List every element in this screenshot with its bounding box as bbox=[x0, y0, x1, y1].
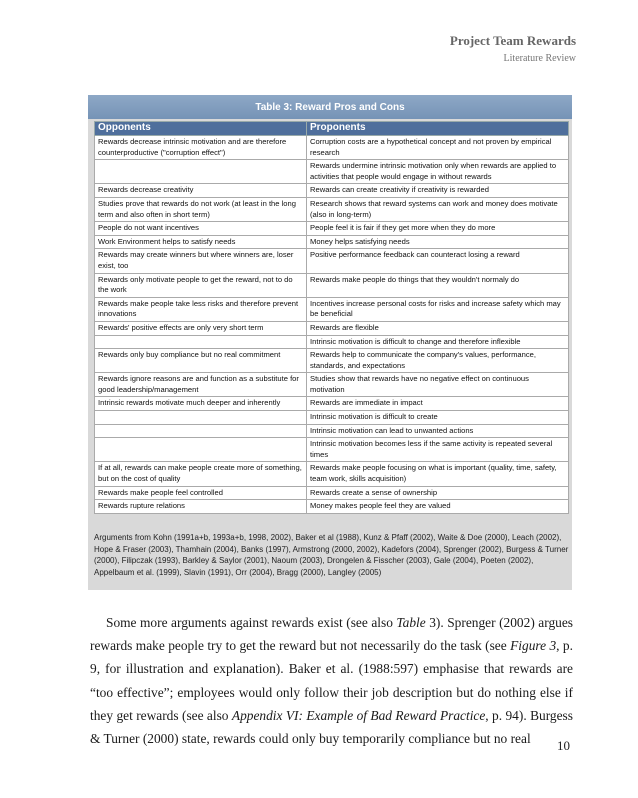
header-title: Project Team Rewards bbox=[449, 33, 576, 48]
body-text-segment: 3). Sprenger (2002) argues rewards make people try to get the reward but not necessarily do the task (see bbox=[90, 615, 573, 654]
proponent-cell: Rewards undermine intrinsic motivation only when rewards are applied to activities that people would engage in without rewards bbox=[307, 160, 569, 184]
proponent-cell: Incentives increase personal costs for risks and increase safety which may be beneficial bbox=[307, 297, 569, 321]
proponent-cell: Intrinsic motivation becomes less if the same activity is repeated several times bbox=[307, 438, 569, 462]
table-row bbox=[95, 249, 569, 273]
table-row bbox=[95, 335, 569, 349]
proponent-cell: Money makes people feel they are valued bbox=[307, 500, 569, 514]
appendix-reference: Appendix VI: Example of Bad Reward Practice bbox=[231, 707, 486, 723]
column-header-opponents: Opponents bbox=[95, 122, 307, 136]
opponent-cell: Rewards make people take less risks and therefore prevent innovations bbox=[95, 297, 307, 321]
opponent-cell: Rewards only buy compliance but no real commitment bbox=[95, 349, 307, 373]
proponent-cell: People feel it is fair if they get more when they do more bbox=[307, 222, 569, 236]
reward-table-figure bbox=[88, 95, 572, 590]
opponent-cell bbox=[95, 160, 307, 184]
table-sources-note: Arguments from Kohn (1991a+b, 1993a+b, 1998, 2002), Baker et al (1988), Kunz & Pfaff (2002), Waite & Doe (2000), Leach (2002), Hope & Fraser (2003), Thamhain (2004), Banks (1997), Armstrong (2000, 2002), Kadefors (2004), Sprenger (2002), Burgess & Turner (2000), Filipczak (1993), Barkley & Saylor (2001), Naoum (2003), Drongelen & Fisscher (2003), Gale (2004), Poeten (2002), Appelbaum et al. (1999), Slavin (1991), Orr (2004), Bragg (2000), Langley (2005) bbox=[94, 533, 569, 577]
proponent-cell: Intrinsic motivation can lead to unwanted actions bbox=[307, 424, 569, 438]
opponent-cell: Rewards make people feel controlled bbox=[95, 486, 307, 500]
body-text-segment: , p. 9, for illustration and explanation). Baker et al. (1988:597) emphasise that rewards are “too effective”; employees would only follow their job description but do nothing else if they get rewards (see also bbox=[90, 638, 573, 723]
table-row bbox=[95, 222, 569, 236]
proponent-cell: Money helps satisfying needs bbox=[307, 235, 569, 249]
table-row bbox=[95, 321, 569, 335]
opponent-cell: If at all, rewards can make people create more of something, but on the cost of quality bbox=[95, 462, 307, 486]
proponent-cell: Studies show that rewards have no negative effect on continuous motivation bbox=[307, 373, 569, 397]
proponent-cell: Research shows that reward systems can work and money does motivate (also in long-term) bbox=[307, 197, 569, 221]
proponent-cell: Intrinsic motivation is difficult to create bbox=[307, 411, 569, 425]
opponent-cell: Intrinsic rewards motivate much deeper and inherently bbox=[95, 397, 307, 411]
reward-pros-cons-table bbox=[94, 121, 569, 514]
table-row bbox=[95, 411, 569, 425]
table-row bbox=[95, 160, 569, 184]
table-row bbox=[95, 500, 569, 514]
proponent-cell: Rewards are flexible bbox=[307, 321, 569, 335]
body-text-segment: , p. 94). Burgess & Turner (2000) state, rewards could only buy temporarily compliance but no real bbox=[90, 707, 573, 747]
table-row bbox=[95, 273, 569, 297]
body-text-segment: Some more arguments against rewards exist (see also bbox=[106, 615, 397, 630]
opponent-cell: Rewards decrease creativity bbox=[95, 184, 307, 198]
opponent-cell: People do not want incentives bbox=[95, 222, 307, 236]
table-row bbox=[95, 373, 569, 397]
opponent-cell: Rewards ignore reasons are and function as a substitute for good leadership/management bbox=[95, 373, 307, 397]
opponent-cell: Rewards may create winners but where winners are, loser exist, too bbox=[95, 249, 307, 273]
proponent-cell: Rewards make people do things that they wouldn't normaly do bbox=[307, 273, 569, 297]
column-header-proponents: Proponents bbox=[307, 122, 569, 136]
opponent-cell bbox=[95, 335, 307, 349]
body-paragraph bbox=[90, 611, 573, 750]
proponent-cell: Positive performance feedback can counteract losing a reward bbox=[307, 249, 569, 273]
table-row bbox=[95, 462, 569, 486]
figure-reference: Figure 3 bbox=[510, 638, 557, 654]
table-row bbox=[95, 136, 569, 160]
opponent-cell bbox=[95, 411, 307, 425]
table-reference: Table bbox=[396, 615, 426, 630]
table-row bbox=[95, 438, 569, 462]
proponent-cell: Rewards help to communicate the company's values, performance, standards, and expectations bbox=[307, 349, 569, 373]
proponent-cell: Rewards are immediate in impact bbox=[307, 397, 569, 411]
proponent-cell: Rewards create a sense of ownership bbox=[307, 486, 569, 500]
table-header-row bbox=[95, 122, 569, 136]
table-row bbox=[95, 197, 569, 221]
opponent-cell: Rewards rupture relations bbox=[95, 500, 307, 514]
table-row bbox=[95, 397, 569, 411]
opponent-cell: Studies prove that rewards do not work (at least in the long term and also often in short term) bbox=[95, 197, 307, 221]
table-title: Table 3: Reward Pros and Cons bbox=[255, 102, 405, 113]
opponent-cell bbox=[95, 424, 307, 438]
table-row bbox=[95, 424, 569, 438]
table-row bbox=[95, 486, 569, 500]
opponent-cell bbox=[95, 438, 307, 462]
table-row bbox=[95, 235, 569, 249]
opponent-cell: Rewards only motivate people to get the reward, not to do the work bbox=[95, 273, 307, 297]
table-row bbox=[95, 184, 569, 198]
proponent-cell: Rewards make people focusing on what is important (quality, time, safety, team work, skills acquisition) bbox=[307, 462, 569, 486]
page-number: 10 bbox=[557, 738, 570, 753]
table-row bbox=[95, 349, 569, 373]
proponent-cell: Corruption costs are a hypothetical concept and not proven by empirical research bbox=[307, 136, 569, 160]
proponent-cell: Rewards can create creativity if creativity is rewarded bbox=[307, 184, 569, 198]
opponent-cell: Rewards decrease intrinsic motivation and are therefore counterproductive ("corruption effect") bbox=[95, 136, 307, 160]
proponent-cell: Intrinsic motivation is difficult to change and therefore inflexible bbox=[307, 335, 569, 349]
running-header bbox=[450, 33, 576, 64]
header-subtitle: Literature Review bbox=[503, 53, 576, 64]
opponent-cell: Rewards' positive effects are only very short term bbox=[95, 321, 307, 335]
table-row bbox=[95, 297, 569, 321]
opponent-cell: Work Environment helps to satisfy needs bbox=[95, 235, 307, 249]
